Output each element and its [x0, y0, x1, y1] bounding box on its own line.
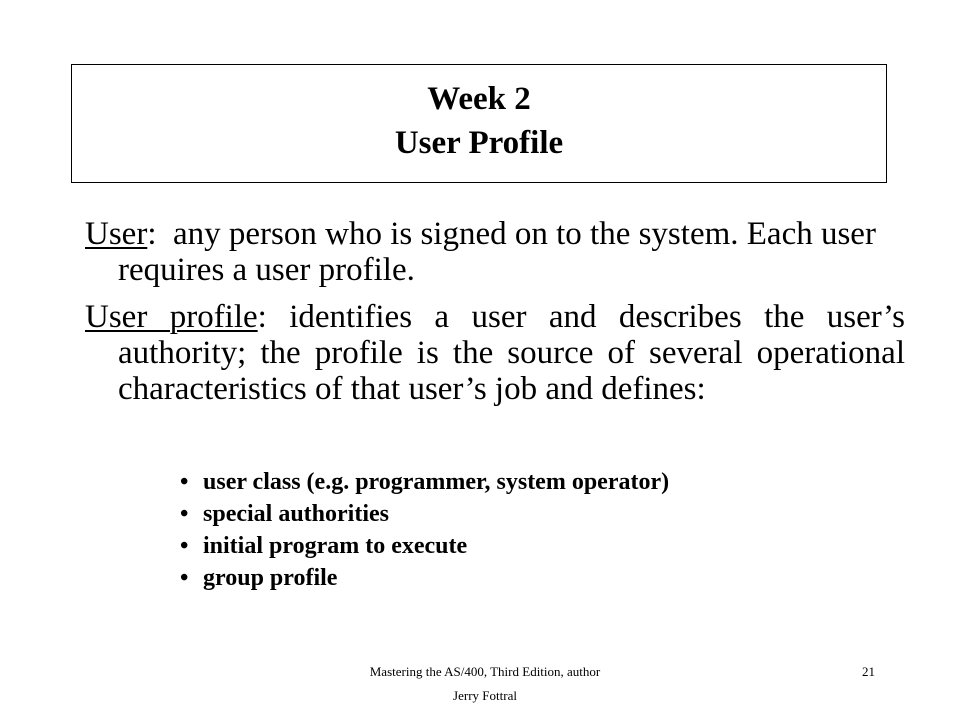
profile-characteristics-list	[180, 466, 669, 594]
definition-separator-user-profile: :	[257, 299, 267, 335]
page-number: 21	[862, 664, 875, 679]
slide-title-box	[71, 64, 887, 183]
list-item	[180, 466, 669, 498]
list-item-text: initial program to execute	[203, 533, 468, 559]
bullet-icon: •	[180, 565, 189, 591]
footer-author: Jerry Fottral	[453, 688, 517, 703]
list-item-text: special authorities	[203, 501, 389, 527]
slide-footer	[330, 660, 640, 708]
list-item-text: user class (e.g. programmer, system operator)	[203, 469, 670, 495]
bullet-icon: •	[180, 469, 189, 495]
definition-term-user: User	[85, 216, 148, 252]
slide-body	[85, 216, 905, 418]
slide-title-week: Week 2	[427, 81, 531, 117]
definition-user	[85, 216, 905, 288]
bullet-icon: •	[180, 533, 189, 559]
list-item	[180, 498, 669, 530]
definition-user-profile	[85, 299, 905, 407]
footer-source: Mastering the AS/400, Third Edition, author	[369, 664, 601, 679]
bullet-icon: •	[180, 501, 189, 527]
definition-text-user: any person who is signed on to the system. Each user requires a user profile.	[118, 216, 885, 288]
list-item	[180, 530, 669, 562]
list-item	[180, 562, 669, 594]
definition-separator-user: :	[147, 216, 157, 252]
definition-term-user-profile: User profile	[85, 299, 258, 335]
slide-title-topic: User Profile	[394, 125, 564, 161]
definition-text-user-profile: identifies a user and describes the user’s authority; the profile is the source of several operational characteristics of that user’s job and defines:	[118, 299, 905, 407]
list-item-text: group profile	[203, 565, 338, 591]
